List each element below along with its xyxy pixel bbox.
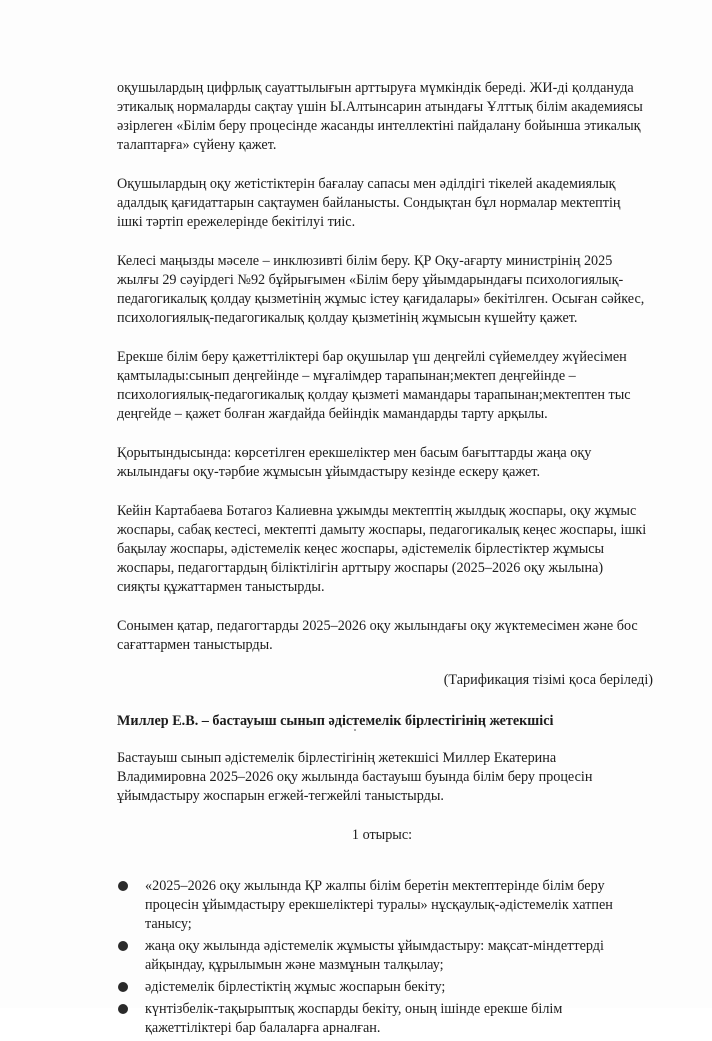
document-body <box>117 79 653 1041</box>
bullet-icon <box>118 881 128 891</box>
list-item-text: күнтізбелік-тақырыптық жоспарды бекіту, оның ішінде ерекше білім қажеттіліктері бар балаларға арналған. <box>145 1001 563 1036</box>
paragraph-ai-ethics: оқушылардың цифрлық сауаттылығын арттыруға мүмкіндік береді. ЖИ-ді қолдануда этикалық нормаларды сақтау үшін Ы.Алтынсарин атындағы Ұлттық білім академиясы әзірлеген «Білім беру процесінде жасанды интеллектіні пайдалану бойынша этикалық талаптарға» сүйену қажет. <box>117 80 643 153</box>
meeting-agenda-list <box>117 877 647 1038</box>
meeting-title: 1 отырыс: <box>351 827 413 843</box>
list-item <box>145 877 647 934</box>
tarification-note: (Тарификация тізімі қоса беріледі) <box>443 672 653 688</box>
paragraph-school-plans: Кейін Картабаева Ботагоз Калиевна ұжымды мектептің жылдық жоспары, оқу жұмыс жоспары, сабақ кестесі, мектепті дамыту жоспары, педагогикалық кеңес жоспары, ішкі бақылау жоспары, әдістемелік кеңес жоспары, әдістемелік бірлестіктер жұмысы жоспары, педагогтардың біліктілігін арттыру жоспары (2025–2026 оқу жылына) сияқты құжаттармен таныстырды. <box>117 503 647 595</box>
list-item-text: «2025–2026 оқу жылында ҚР жалпы білім беретін мектептерінде білім беру процесін ұйымдастыру ерекшеліктері туралы» нұсқаулық-әдістемелік хатпен танысу; <box>145 878 613 932</box>
section-heading: Миллер Е.В. – бастауыш сынып әдістемелік бірлестігінің жетекшісі <box>117 713 554 729</box>
paragraph-academic-integrity: Оқушылардың оқу жетістіктерін бағалау сапасы мен әділдігі тікелей академиялық адалдық қағидаттарын сақтаумен байланысты. Сондықтан бұл нормалар мектептің ішкі тәртіп ережелерінде бекітілуі тиіс. <box>117 176 621 230</box>
paragraph-conclusion: Қорытындысында: көрсетілген ерекшеліктер мен басым бағыттарды жаңа оқу жылындағы оқу-тәрбие жұмысын ұйымдастыру кезінде ескеру қажет. <box>117 445 592 480</box>
paragraph-workload: Сонымен қатар, педагогтарды 2025–2026 оқу жылындағы оқу жүктемесімен және бос сағаттармен таныстырды. <box>117 618 638 653</box>
section-paragraph: Бастауыш сынып әдістемелік бірлестігінің жетекшісі Миллер Екатерина Владимировна 2025–2026 оқу жылында бастауыш буында білім беру процесін ұйымдастыру жоспарын егжей-тегжейлі таныстырды. <box>117 750 593 804</box>
paragraph-support-levels: Ерекше білім беру қажеттіліктері бар оқушылар үш деңгейлі сүйемелдеу жүйесімен қамтылады:сынып деңгейінде – мұғалімдер тарапынан;мектеп деңгейінде – психологиялық-педагогикалық қолдау қызметі мамандары тарапынан;мектептен тыс деңгейде – қажет болған жағдайда бейіндік мамандарды тарту арқылы. <box>117 349 631 422</box>
list-item <box>145 1000 647 1038</box>
bullet-icon <box>118 1004 128 1014</box>
bullet-icon <box>118 982 128 992</box>
list-item <box>145 978 647 997</box>
list-item <box>145 937 647 975</box>
list-item-text: жаңа оқу жылында әдістемелік жұмысты ұйымдастыру: мақсат-міндеттерді айқындау, құрылымын және мазмұнын талқылау; <box>145 938 604 973</box>
bullet-icon <box>118 941 128 951</box>
list-item-text: әдістемелік бірлестіктің жұмыс жоспарын бекіту; <box>145 979 446 995</box>
paragraph-inclusive-education: Келесі маңызды мәселе – инклюзивті білім беру. ҚР Оқу-ағарту министрінің 2025 жылғы 29 сәуірдегі №92 бұйрығымен «Білім беру ұйымдарындағы психологиялық-педагогикалық қолдау қызметінің жұмыс істеу қағидалары» бекітілген. Осыған сәйкес, психологиялық-педагогикалық қолдау қызметінің жұмысын күшейту қажет. <box>117 253 645 326</box>
